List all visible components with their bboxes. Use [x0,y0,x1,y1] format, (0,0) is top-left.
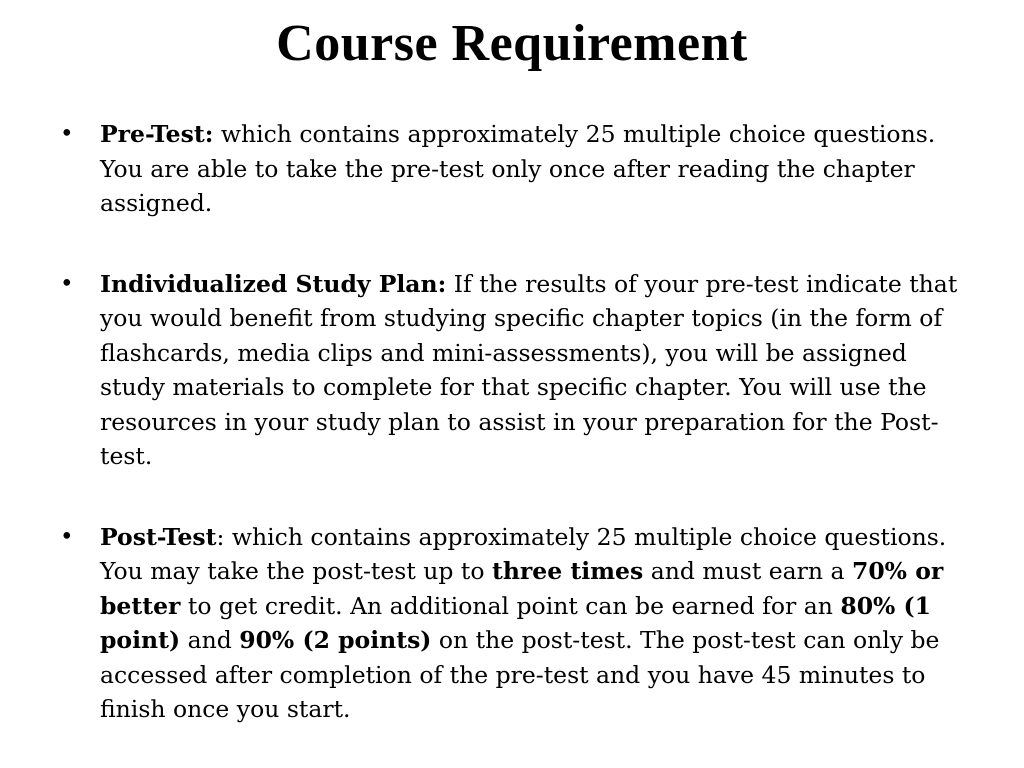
emphasis-passing-score: 70% or better [100,557,944,620]
bullet-marker: • [60,121,74,147]
emphasis-90-percent: 90% (2 points) [239,626,432,654]
emphasis-80-percent: 80% (1 point) [100,591,932,654]
bullet-text: which contains approximately 25 multiple choice questions. You are able to take the pre-test only once after reading the chapter assigned. [100,120,936,217]
requirement-list [56,117,976,727]
bullet-text: to get credit. An additional point can be earned for an [180,591,841,620]
bullet-label: Pre-Test: [100,120,214,148]
bullet-post-test [56,520,976,727]
bullet-marker: • [60,523,74,550]
bullet-text: : which contains approximately 25 multiple choice questions. You may take the post-test up to [100,522,947,585]
emphasis-attempts: three times [491,557,644,585]
slide-title: Course Requirement [276,15,748,72]
bullet-text: and [180,626,240,654]
bullet-pre-test [56,117,976,221]
bullet-text: and must earn a [643,557,852,585]
bullet-text: If the results of your pre-test indicate that you would benefit from studying specific chapter topics (in the form of flashcards, media clips and mini-assessments), you will be assigned study materials to complete for that specific chapter. You will use the resources in your study plan to assist in your preparation for the Post-test. [100,269,958,470]
bullet-label: Post-Test [100,522,217,551]
bullet-marker: • [60,270,74,297]
bullet-text: on the post-test. The post-test can only be accessed after completion of the pre-test and you have 45 minutes to finish once you start. [100,626,940,723]
bullet-label: Individualized Study Plan: [100,269,447,298]
bullet-study-plan [56,267,976,474]
